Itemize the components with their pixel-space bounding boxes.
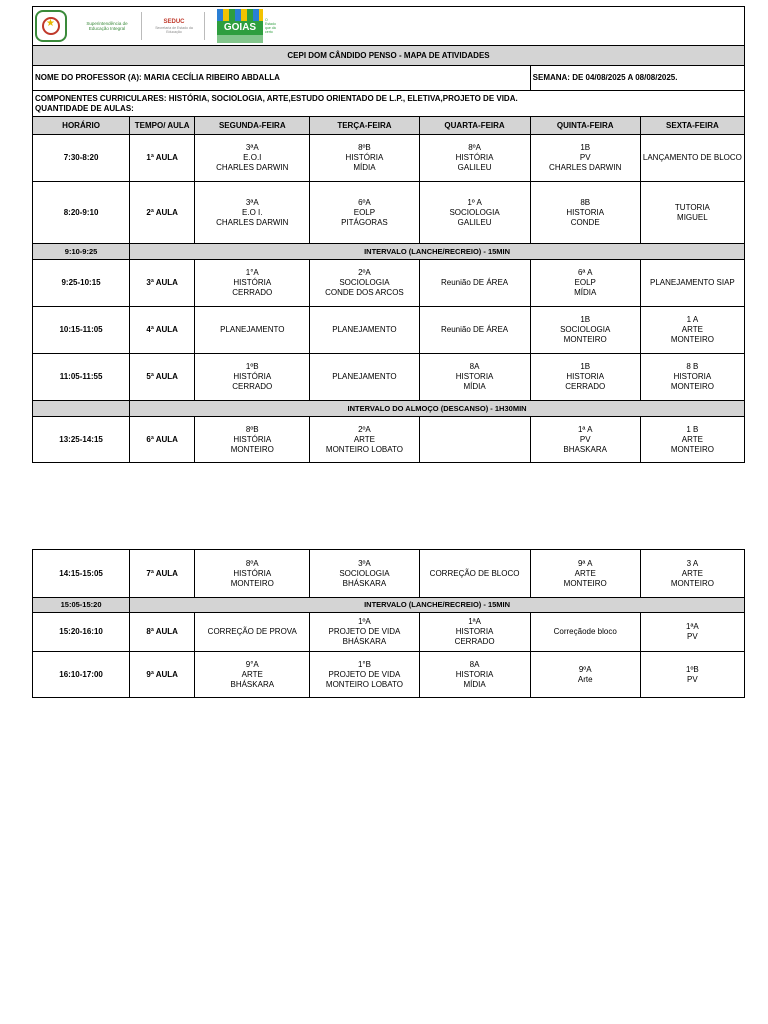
cell-sexta [640, 135, 744, 182]
table-row [33, 417, 745, 463]
cell-sexta [640, 260, 744, 307]
cell-line: MONTEIRO [230, 444, 274, 454]
cell-line: TUTORIA [674, 202, 710, 212]
cell-segunda [195, 182, 310, 244]
cell-quarta [419, 652, 530, 698]
cell-quarta [419, 613, 530, 652]
cell-line: MIGUEL [677, 212, 708, 222]
aula-cell: 3ª AULA [130, 260, 195, 307]
cell-line: SOCIOLOGIA [339, 278, 390, 287]
cell-line: CONDE [570, 217, 600, 227]
break-label: INTERVALO (LANCHE/RECREIO) - 15MIN [130, 598, 745, 613]
aula-cell: 1ª AULA [130, 135, 195, 182]
cell-line: Reunião DE ÁREA [440, 325, 509, 334]
curricular-components: COMPONENTES CURRICULARES: HISTÓRIA, SOCIOLOGIA, ARTE,ESTUDO ORIENTADO DE L.P., ELETIVA,PROJETO DE VIDA. QUANTIDADE DE AULAS: [33, 91, 745, 117]
break-time: 15:05-15:20 [33, 598, 130, 613]
cell-quarta [419, 550, 530, 598]
cell-line: EOLP [353, 207, 376, 217]
cell-quinta [530, 182, 640, 244]
cell-line: LANÇAMENTO DE BLOCO [642, 153, 742, 162]
cell-line: 3 A [686, 558, 699, 568]
cell-line: BHÁSKARA [230, 679, 275, 689]
cell-line: 1B [580, 315, 591, 324]
cell-line: ARTE [681, 568, 703, 578]
cell-line: MONTEIRO [563, 578, 607, 588]
cell-line: 8A [469, 362, 480, 371]
time-cell: 8:20-9:10 [33, 182, 130, 244]
cell-segunda [195, 307, 310, 354]
cell-line: 8 B [686, 362, 699, 371]
cell-line: 1B [580, 143, 591, 152]
aula-cell: 8ª AULA [130, 613, 195, 652]
cell-terca [310, 260, 419, 307]
cell-line: CONDE DOS ARCOS [325, 288, 404, 297]
cell-line: 8ºB [245, 424, 259, 434]
table-row [33, 182, 745, 244]
aula-cell: 9ª AULA [130, 652, 195, 698]
cell-segunda [195, 354, 310, 401]
cell-quarta [419, 417, 530, 463]
cell-line: HISTÓRIA [233, 434, 272, 444]
cell-line: BHÁSKARA [342, 578, 387, 588]
cell-sexta [640, 307, 744, 354]
goias-tagline: O Estado que dá certo [265, 18, 276, 34]
cell-line: 1ºB [686, 664, 699, 674]
time-cell: 14:15-15:05 [33, 550, 130, 598]
aula-cell: 4ª AULA [130, 307, 195, 354]
time-cell: 15:20-16:10 [33, 613, 130, 652]
break-label: INTERVALO DO ALMOÇO (DESCANSO) - 1H30MIN [130, 401, 745, 417]
cell-line: ARTE [574, 568, 596, 578]
cell-line: CORREÇÃO DE BLOCO [429, 568, 520, 578]
cell-line: MONTEIRO [563, 335, 607, 344]
cell-line: 1B [580, 362, 591, 371]
cell-segunda [195, 260, 310, 307]
cell-line: PROJETO DE VIDA [328, 669, 401, 679]
seduc-logo: SEDUC Secretaria de Estado da Educação [155, 18, 193, 34]
cell-line: CHARLES DARWIN [216, 163, 289, 172]
aula-cell: 6ª AULA [130, 417, 195, 463]
col-quinta: QUINTA-FEIRA [530, 117, 640, 135]
col-terca: TERÇA-FEIRA [310, 117, 419, 135]
cell-line: BHÁSKARA [342, 637, 387, 646]
cell-line: HISTORIA [455, 627, 494, 636]
cell-quarta [419, 260, 530, 307]
cell-line: PLANEJAMENTO [332, 372, 397, 381]
cell-line: MONTEIRO LOBATO [325, 444, 403, 454]
cell-line: PITÁGORAS [341, 217, 388, 227]
time-cell: 9:25-10:15 [33, 260, 130, 307]
schedule-table-bottom [32, 549, 745, 698]
cell-line: CERRADO [232, 288, 273, 297]
aula-cell: 7ª AULA [130, 550, 195, 598]
cell-quarta [419, 182, 530, 244]
table-row [33, 354, 745, 401]
cell-line: MONTEIRO [670, 444, 714, 454]
cell-sexta [640, 417, 744, 463]
col-horario: HORÁRIO [33, 117, 130, 135]
cell-line: 1 A [686, 315, 699, 324]
cell-line: E.O.I [243, 153, 262, 162]
cell-line: PLANEJAMENTO SIAP [650, 278, 735, 287]
cell-line: HISTÓRIA [345, 153, 384, 162]
cell-line: 2ºA [358, 424, 371, 434]
cell-line: 8A [469, 659, 480, 669]
cell-quinta [530, 260, 640, 307]
cell-line: 1ªA [468, 617, 481, 626]
break-row [33, 244, 745, 260]
cell-line: SOCIOLOGIA [560, 325, 611, 334]
cell-line: HISTORIA [455, 372, 494, 381]
cell-line: ARTE [681, 434, 703, 444]
cell-line: MÍDIA [574, 288, 597, 297]
break-time [33, 401, 130, 417]
aula-cell: 5ª AULA [130, 354, 195, 401]
week-range: SEMANA: DE 04/08/2025 A 08/08/2025. [530, 66, 744, 91]
cell-line: CERRADO [454, 637, 495, 646]
cell-line: ARTE [241, 669, 263, 679]
cell-line: Correçãode bloco [553, 627, 617, 636]
goias-logo: GOIAS [217, 9, 263, 43]
cell-line: PV [687, 632, 698, 641]
cell-sexta [640, 613, 744, 652]
cell-line: 9ºA [578, 664, 592, 674]
cell-line: 8ºA [468, 143, 481, 152]
cell-line: GALILEU [457, 217, 492, 227]
cell-sexta [640, 182, 744, 244]
cell-quarta [419, 354, 530, 401]
cell-line: PLANEJAMENTO [332, 325, 397, 334]
school-emblem-logo: ★ [35, 10, 67, 42]
cell-segunda [195, 135, 310, 182]
cell-quinta [530, 135, 640, 182]
cell-quarta [419, 135, 530, 182]
table-row [33, 652, 745, 698]
cell-line: MONTEIRO [230, 578, 274, 588]
divider [204, 12, 205, 40]
cell-line: MONTEIRO [670, 335, 714, 344]
aula-cell: 2ª AULA [130, 182, 195, 244]
cell-terca [310, 354, 419, 401]
cell-segunda [195, 613, 310, 652]
cell-line: HISTORIA [566, 207, 605, 217]
break-label: INTERVALO (LANCHE/RECREIO) - 15MIN [130, 244, 745, 260]
cell-line: 6ºA [358, 197, 371, 207]
cell-line: Arte [577, 674, 593, 684]
cell-quinta [530, 307, 640, 354]
table-row [33, 135, 745, 182]
cell-line: HISTÓRIA [233, 568, 272, 578]
cell-line: MONTEIRO [670, 382, 714, 391]
cell-line: 9°A [245, 659, 259, 669]
cell-terca [310, 613, 419, 652]
time-cell: 7:30-8:20 [33, 135, 130, 182]
time-cell: 16:10-17:00 [33, 652, 130, 698]
col-sexta: SEXTA-FEIRA [640, 117, 744, 135]
cell-quinta [530, 354, 640, 401]
page-title: CEPI DOM CÂNDIDO PENSO - MAPA DE ATIVIDADES [33, 46, 745, 66]
col-segunda: SEGUNDA-FEIRA [195, 117, 310, 135]
cell-line: MONTEIRO LOBATO [325, 679, 403, 689]
cell-line: 1 B [686, 424, 699, 434]
time-cell: 10:15-11:05 [33, 307, 130, 354]
cell-segunda [195, 417, 310, 463]
cell-line: CERRADO [232, 382, 273, 391]
schedule-table-top [32, 6, 745, 463]
cell-terca [310, 550, 419, 598]
logo-banner [33, 7, 745, 46]
col-quarta: QUARTA-FEIRA [419, 117, 530, 135]
cell-line: SOCIOLOGIA [339, 568, 390, 578]
cell-line: PROJETO DE VIDA [328, 627, 401, 636]
cell-line: HISTORIA [455, 669, 494, 679]
cell-line: EOLP [574, 278, 596, 287]
cell-quinta [530, 550, 640, 598]
cell-sexta [640, 550, 744, 598]
cell-terca [310, 135, 419, 182]
cell-line: 1°B [357, 659, 371, 669]
time-cell: 13:25-14:15 [33, 417, 130, 463]
cell-line: Reunião DE ÁREA [440, 278, 509, 287]
break-time: 9:10-9:25 [33, 244, 130, 260]
cell-line: MÍDIA [353, 163, 376, 172]
cell-line: CERRADO [565, 382, 606, 391]
cell-line: ARTE [681, 325, 703, 334]
cell-line: CORREÇÃO DE PROVA [207, 627, 297, 636]
cell-line: 8ºA [245, 558, 259, 568]
cell-line: 1°A [245, 268, 259, 277]
cell-terca [310, 182, 419, 244]
cell-sexta [640, 354, 744, 401]
cell-line: ARTE [353, 434, 376, 444]
cell-line: SOCIOLOGIA [449, 207, 500, 217]
cell-line: E.O I. [242, 207, 263, 217]
cell-terca [310, 417, 419, 463]
time-cell: 11:05-11:55 [33, 354, 130, 401]
cell-line: PV [579, 434, 591, 444]
cell-line: HISTÓRIA [233, 278, 272, 287]
column-headers [33, 117, 745, 135]
cell-line: PV [579, 153, 591, 162]
cell-line: HISTORIA [673, 372, 712, 381]
cell-line: HISTORIA [566, 372, 605, 381]
table-row [33, 550, 745, 598]
cell-line: CHARLES DARWIN [549, 163, 622, 172]
cell-line: PLANEJAMENTO [220, 325, 285, 334]
table-row [33, 307, 745, 354]
cell-line: 8ºB [358, 143, 371, 152]
cell-quarta [419, 307, 530, 354]
divider [141, 12, 142, 40]
cell-terca [310, 307, 419, 354]
col-tempo: TEMPO/ AULA [130, 117, 195, 135]
cell-sexta [640, 652, 744, 698]
cell-line: MONTEIRO [670, 578, 714, 588]
cell-segunda [195, 550, 310, 598]
cell-line: 3ªA [245, 143, 259, 152]
cell-line: MÍDIA [463, 382, 486, 391]
cell-quinta [530, 417, 640, 463]
cell-line: 8B [580, 197, 591, 207]
cell-quinta [530, 652, 640, 698]
cell-line: 1ºA [358, 617, 371, 626]
cell-line: 9ª A [577, 558, 593, 568]
cell-line: 1º A [467, 197, 482, 207]
cell-line: 1ªA [686, 622, 699, 631]
cell-terca [310, 652, 419, 698]
cell-line: MÍDIA [463, 679, 486, 689]
secretaria-label: Superintendência de Educação Integral [86, 21, 128, 31]
cell-line: HISTÓRIA [233, 372, 272, 381]
cell-line: 2ºA [358, 268, 371, 277]
cell-quinta [530, 613, 640, 652]
cell-line: PV [687, 674, 698, 684]
cell-line: 6ª A [577, 268, 593, 277]
break-row [33, 598, 745, 613]
cell-line: 1ª A [577, 424, 593, 434]
table-row [33, 260, 745, 307]
cell-line: 1ºB [245, 362, 259, 371]
cell-line: GALILEU [457, 163, 492, 172]
cell-line: HISTÓRIA [455, 153, 494, 162]
cell-line: 3ªA [245, 197, 259, 207]
cell-line: BHASKARA [563, 444, 607, 454]
break-row [33, 401, 745, 417]
cell-line: 3ºA [358, 558, 371, 568]
cell-line: CHARLES DARWIN [216, 217, 289, 227]
cell-segunda [195, 652, 310, 698]
table-row [33, 613, 745, 652]
professor-name: NOME DO PROFESSOR (A): MARIA CECÍLIA RIBEIRO ABDALLA [33, 66, 531, 91]
